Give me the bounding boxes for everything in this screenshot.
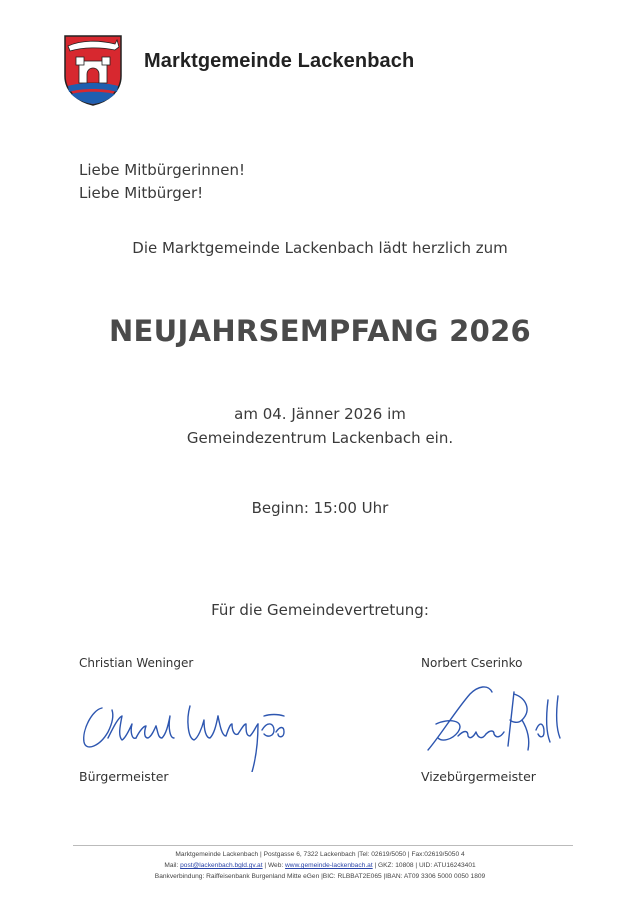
footer-ids: | GKZ: 10808 | UID: ATU16243401 (372, 862, 476, 869)
mayor-signature (78, 680, 298, 772)
footer-website-link[interactable]: www.gemeinde-lackenbach.at (285, 862, 373, 869)
footer-address-line: Marktgemeinde Lackenbach | Postgasse 6, 7322 Lackenbach |Tel: 02619/5050 | Fax:02619/5050 4 (175, 851, 465, 858)
footer-bank-line: Bankverbindung: Raiffeisenbank Burgenland Mitte eGen |BIC: RLBBAT2E065 |IBAN: AT09 3306 5000 0050 1809 (154, 873, 486, 880)
event-location: Gemeindezentrum Lackenbach ein. (186, 429, 454, 447)
footer-divider (73, 845, 573, 846)
footer-contact-line (0, 862, 640, 869)
greeting-line-2: Liebe Mitbürger! (79, 184, 204, 202)
signatory-right-name: Norbert Cserinko (421, 656, 523, 670)
footer-mail-label: Mail: (164, 862, 181, 869)
event-date: am 04. Jänner 2026 im (234, 405, 406, 423)
footer-email-link[interactable]: post@lackenbach.bgld.gv.at (180, 862, 263, 869)
greeting-line-1: Liebe Mitbürgerinnen! (79, 161, 246, 179)
invitation-intro: Die Marktgemeinde Lackenbach lädt herzlich zum (132, 239, 508, 257)
organization-name: Marktgemeinde Lackenbach (144, 50, 415, 72)
signatory-left-role: Bürgermeister (79, 769, 169, 784)
footer-web-label: | Web: (262, 862, 286, 869)
signatory-right-role: Vizebürgermeister (421, 769, 536, 784)
signatory-left-name: Christian Weninger (79, 656, 194, 670)
municipal-crest-icon (63, 34, 123, 106)
event-start-time: Beginn: 15:00 Uhr (251, 499, 389, 517)
council-signoff: Für die Gemeindevertretung: (211, 601, 429, 619)
event-title: NEUJAHRSEMPFANG 2026 (108, 314, 532, 348)
vice-mayor-signature (418, 680, 578, 760)
